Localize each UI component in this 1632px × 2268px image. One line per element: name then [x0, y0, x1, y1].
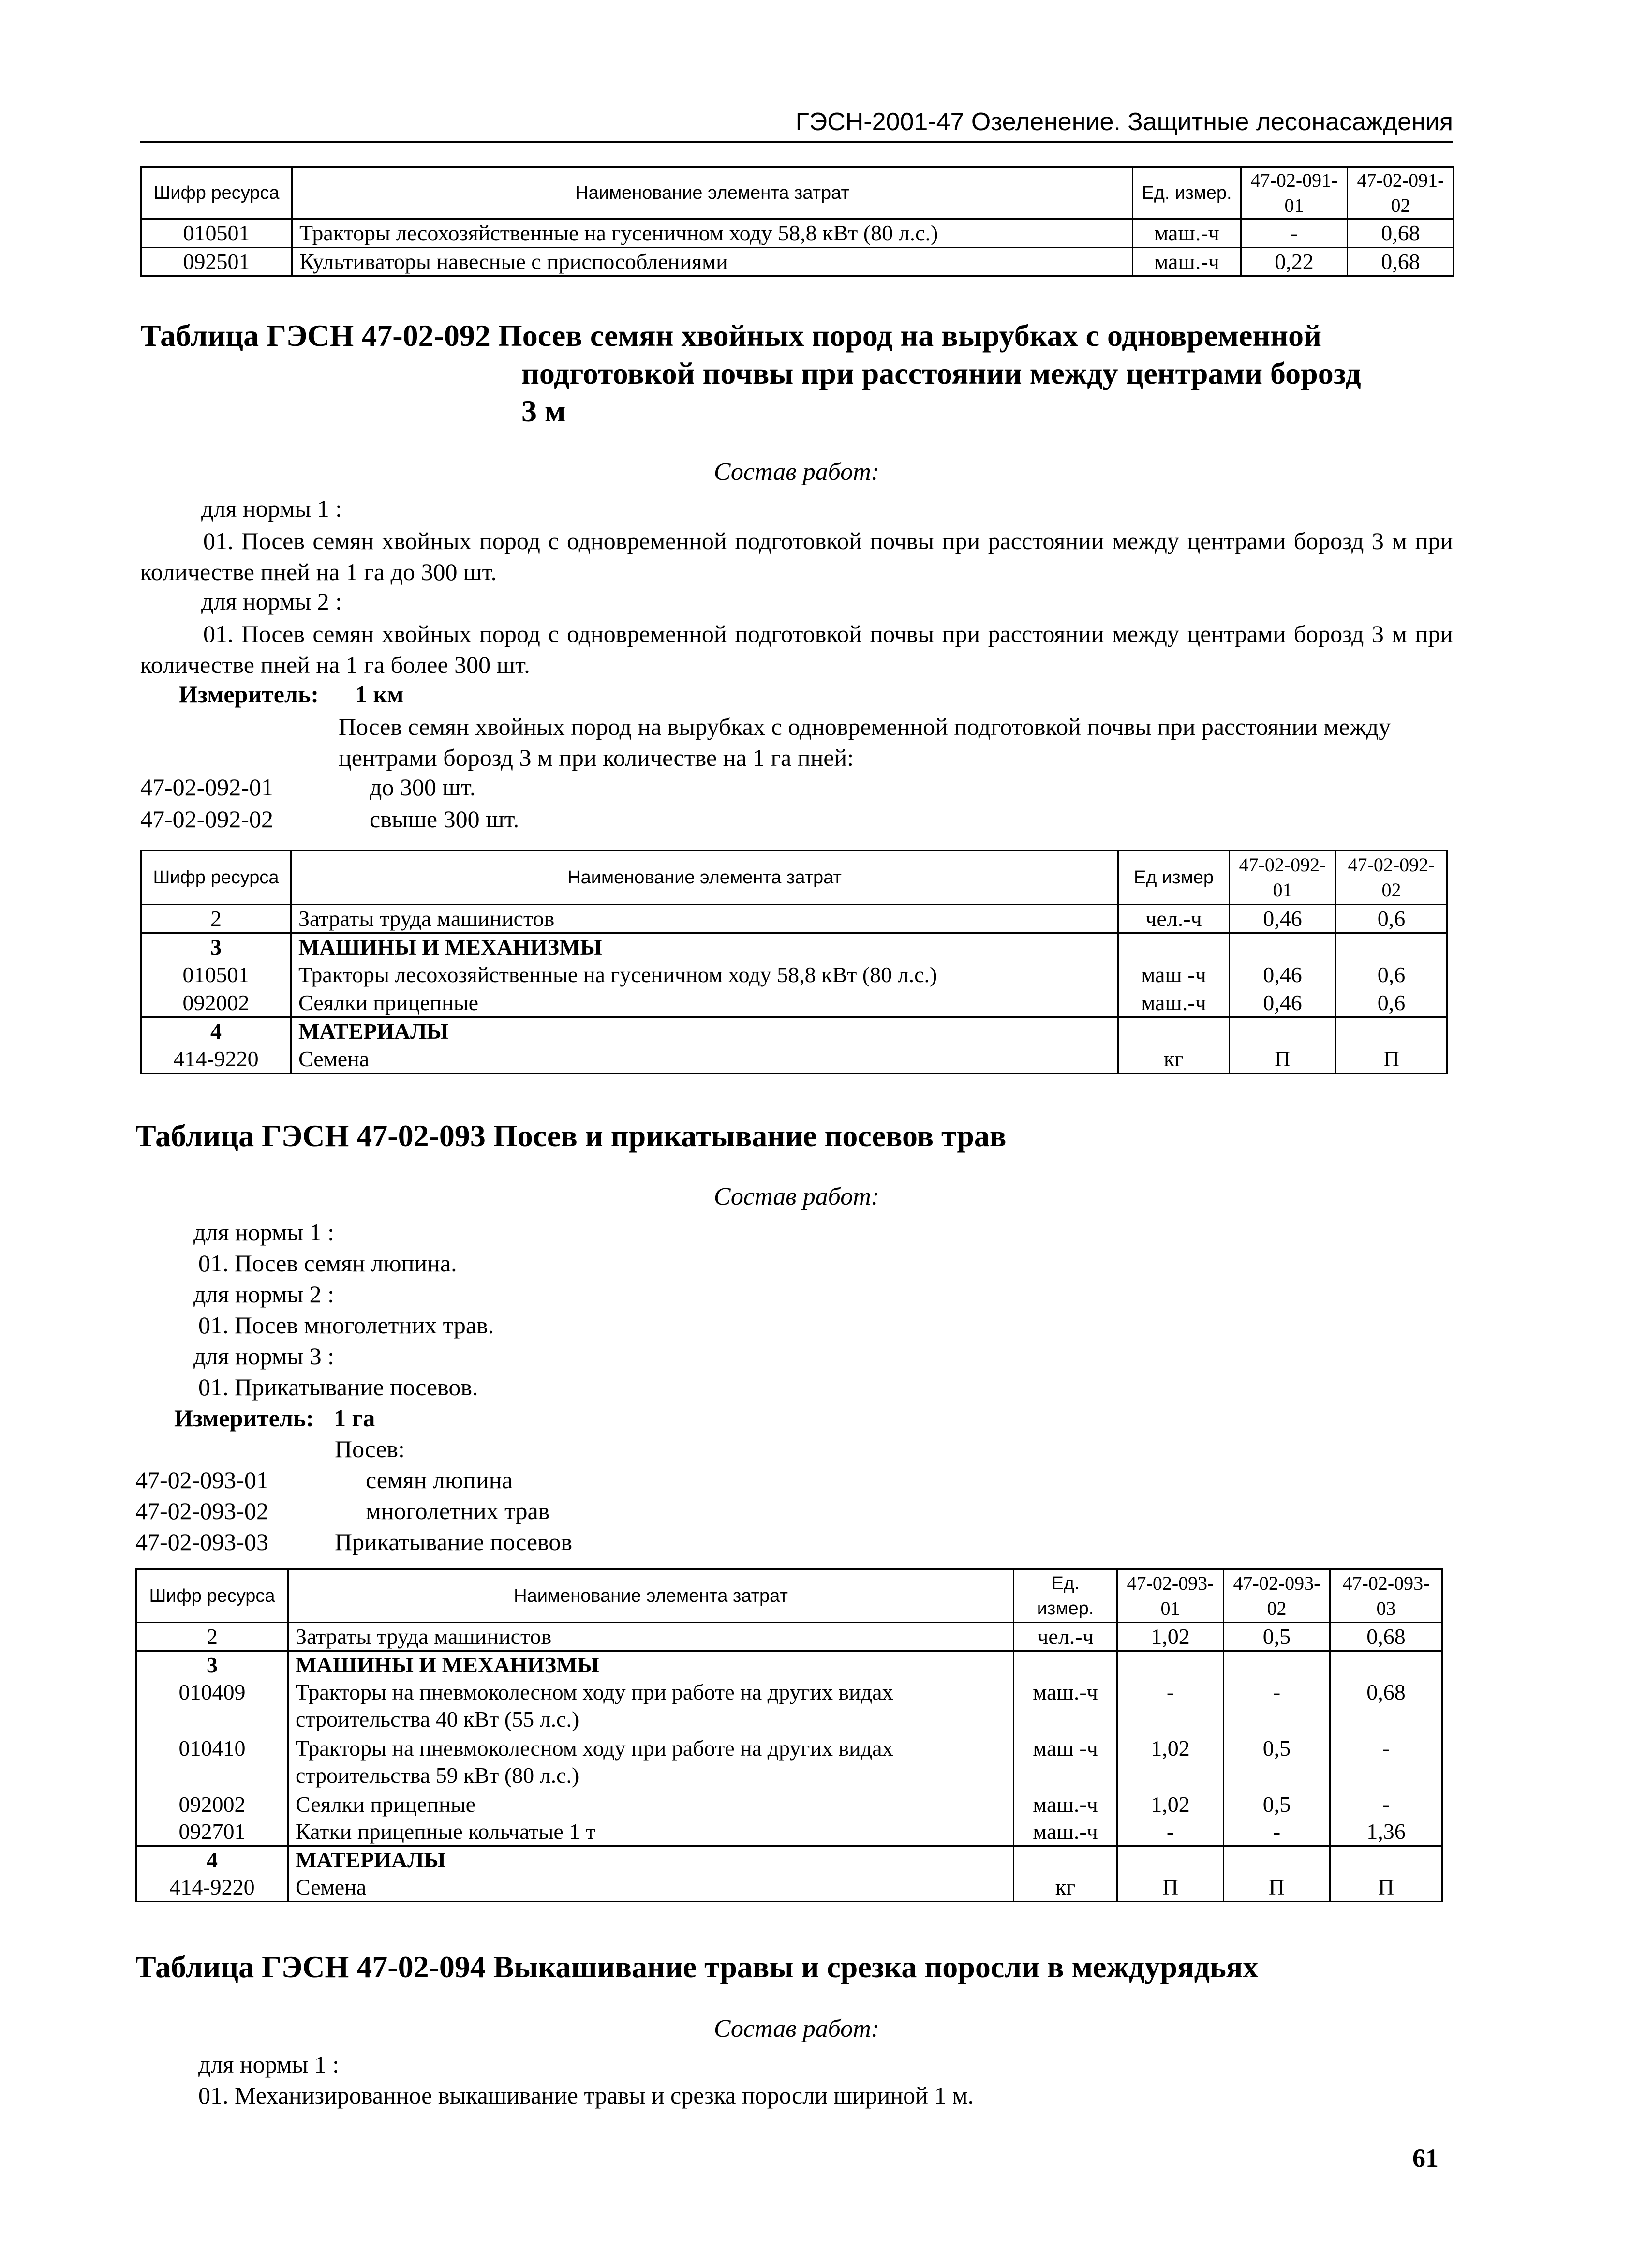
resource-unit: маш.-ч — [1014, 1679, 1117, 1735]
value-col2 — [1336, 1017, 1447, 1045]
value-col3: 1,36 — [1330, 1818, 1442, 1846]
value-col1: 0,46 — [1230, 961, 1336, 989]
table-header-col1: 47-02-092-01 — [1230, 850, 1336, 905]
table-row — [136, 1623, 1442, 1651]
running-header: ГЭСН-2001-47 Озеленение. Защитные лесонасаждения — [795, 108, 1453, 136]
table-header-name: Наименование элемента затрат — [288, 1569, 1014, 1623]
value-col1: 0,46 — [1230, 989, 1336, 1017]
value-col2: 0,5 — [1224, 1623, 1330, 1651]
value-col1 — [1117, 1651, 1224, 1679]
resource-name: Сеялки прицепные — [288, 1791, 1014, 1818]
value-col3: 0,68 — [1330, 1623, 1442, 1651]
resource-code: 092002 — [136, 1791, 288, 1818]
norm-label: для нормы 1 : — [201, 495, 342, 522]
resource-code: 4 — [136, 1846, 288, 1874]
resource-name: МАТЕРИАЛЫ — [291, 1017, 1118, 1045]
value-col2 — [1336, 933, 1447, 961]
table-header-col2: 47-02-093-02 — [1224, 1569, 1330, 1623]
resource-name: МАШИНЫ И МЕХАНИЗМЫ — [291, 933, 1118, 961]
composition-heading: Состав работ: — [713, 1183, 880, 1210]
resource-unit: маш.-ч — [1133, 219, 1241, 248]
norm-label: для нормы 2 : — [193, 1281, 335, 1308]
value-col3 — [1330, 1846, 1442, 1874]
resource-name: Сеялки прицепные — [291, 989, 1118, 1017]
resource-unit — [1014, 1651, 1117, 1679]
table-row — [141, 248, 1454, 276]
resource-unit: чел.-ч — [1014, 1623, 1117, 1651]
norm-code-text: до 300 шт. — [370, 774, 476, 801]
table-row — [136, 1818, 1442, 1846]
meter-label: Измеритель: — [174, 1404, 314, 1432]
resource-code: 010409 — [136, 1679, 288, 1735]
resource-name: МАШИНЫ И МЕХАНИЗМЫ — [288, 1651, 1014, 1679]
value-col2: 0,6 — [1336, 905, 1447, 933]
resource-unit: кг — [1118, 1045, 1230, 1074]
value-col2: 0,6 — [1336, 989, 1447, 1017]
value-col1: 1,02 — [1117, 1791, 1224, 1818]
table-row — [136, 1791, 1442, 1818]
value-col1: - — [1241, 219, 1348, 248]
resource-unit: кг — [1014, 1874, 1117, 1902]
resource-unit: чел.-ч — [1118, 905, 1230, 933]
norm-text: 01. Посев семян люпина. — [198, 1250, 457, 1277]
table-header-name: Наименование элемента затрат — [292, 167, 1133, 219]
value-col2: П — [1224, 1874, 1330, 1902]
table-header-unit: Ед. измер. — [1133, 167, 1241, 219]
value-col2: 0,68 — [1348, 219, 1454, 248]
value-col1: - — [1117, 1679, 1224, 1735]
value-col3: П — [1330, 1874, 1442, 1902]
norm-label: для нормы 1 : — [193, 1219, 335, 1246]
table-row — [136, 1735, 1442, 1791]
value-col1 — [1117, 1846, 1224, 1874]
meter-label: Измеритель: — [179, 681, 319, 708]
resource-name: Катки прицепные кольчатые 1 т — [288, 1818, 1014, 1846]
resource-code: 010501 — [141, 961, 291, 989]
norm-label: для нормы 1 : — [198, 2051, 340, 2078]
resource-unit: маш.-ч — [1014, 1818, 1117, 1846]
table-091 — [140, 166, 1454, 277]
section-title-092-line1: Таблица ГЭСН 47-02-092 Посев семян хвойных пород на вырубках с одновременной — [140, 318, 1321, 353]
norm-code-text: семян люпина — [366, 1466, 513, 1493]
value-col2 — [1224, 1651, 1330, 1679]
page-number: 61 — [1412, 2144, 1439, 2173]
norm-label: для нормы 2 : — [201, 588, 342, 615]
norm-text: 01. Механизированное выкашивание травы и срезка поросли шириной 1 м. — [198, 2082, 974, 2109]
resource-code: 010410 — [136, 1735, 288, 1791]
value-col2: П — [1336, 1045, 1447, 1074]
norm-code: 47-02-093-01 — [135, 1466, 268, 1493]
norm-code-text: Прикатывание посевов — [335, 1528, 572, 1555]
norm-code: 47-02-092-02 — [140, 806, 273, 833]
table-header-col1: 47-02-091-01 — [1241, 167, 1348, 219]
table-header-name: Наименование элемента затрат — [291, 850, 1118, 905]
header-rule — [140, 141, 1453, 143]
norm-code: 47-02-093-02 — [135, 1497, 268, 1524]
table-row — [141, 1017, 1447, 1045]
value-col2: 0,6 — [1336, 961, 1447, 989]
resource-code: 010501 — [141, 219, 292, 248]
value-col3: - — [1330, 1735, 1442, 1791]
value-col1: 1,02 — [1117, 1623, 1224, 1651]
table-header-col2: 47-02-092-02 — [1336, 850, 1447, 905]
norm-code-text: многолетних трав — [366, 1497, 550, 1524]
value-col1: 0,22 — [1241, 248, 1348, 276]
norm-code: 47-02-092-01 — [140, 774, 273, 801]
meter-value: 1 км — [355, 681, 404, 708]
composition-heading: Состав работ: — [713, 2015, 880, 2043]
table-header-col1: 47-02-093-01 — [1117, 1569, 1224, 1623]
norm-text: 01. Посев семян хвойных пород с одновременной подготовкой почвы при расстоянии между центрами борозд 3 м при количестве пней на 1 га до 300 шт. — [140, 527, 1453, 585]
value-col2 — [1224, 1846, 1330, 1874]
resource-unit — [1014, 1846, 1117, 1874]
value-col2: 0,68 — [1348, 248, 1454, 276]
composition-heading: Состав работ: — [713, 458, 880, 486]
table-header-code: Шифр ресурса — [141, 850, 291, 905]
table-header-code: Шифр ресурса — [136, 1569, 288, 1623]
norm-code: 47-02-093-03 — [135, 1528, 268, 1555]
resource-code: 092701 — [136, 1818, 288, 1846]
section-title-093: Таблица ГЭСН 47-02-093 Посев и прикатывание посевов трав — [135, 1119, 1007, 1153]
resource-unit: маш -ч — [1118, 961, 1230, 989]
resource-unit — [1118, 933, 1230, 961]
table-row — [141, 1045, 1447, 1074]
value-col3: 0,68 — [1330, 1679, 1442, 1735]
table-header-unit: Ед измер — [1118, 850, 1230, 905]
resource-code: 2 — [136, 1623, 288, 1651]
resource-code: 4 — [141, 1017, 291, 1045]
resource-name: МАТЕРИАЛЫ — [288, 1846, 1014, 1874]
table-header-code: Шифр ресурса — [141, 167, 292, 219]
resource-unit: маш.-ч — [1014, 1791, 1117, 1818]
value-col1: П — [1230, 1045, 1336, 1074]
table-row — [141, 989, 1447, 1017]
table-row — [136, 1679, 1442, 1735]
value-col2: - — [1224, 1818, 1330, 1846]
section-title-092-line3: 3 м — [521, 394, 566, 428]
table-row — [141, 219, 1454, 248]
norm-code-text: свыше 300 шт. — [370, 806, 519, 833]
resource-name: Семена — [288, 1874, 1014, 1902]
resource-name: Затраты труда машинистов — [288, 1623, 1014, 1651]
resource-name: Семена — [291, 1045, 1118, 1074]
value-col2: 0,5 — [1224, 1791, 1330, 1818]
norm-label: для нормы 3 : — [193, 1343, 335, 1370]
table-header-col3: 47-02-093-03 — [1330, 1569, 1442, 1623]
norm-text: 01. Прикатывание посевов. — [198, 1373, 478, 1401]
table-row — [141, 905, 1447, 933]
value-col2: 0,5 — [1224, 1735, 1330, 1791]
table-row — [136, 1846, 1442, 1874]
table-row — [136, 1651, 1442, 1679]
resource-name: Тракторы на пневмоколесном ходу при работе на других видах строительства 40 кВт (55 л.с.) — [288, 1679, 1014, 1735]
value-col1: 1,02 — [1117, 1735, 1224, 1791]
resource-unit — [1118, 1017, 1230, 1045]
value-col1: - — [1117, 1818, 1224, 1846]
table-header-unit: Ед. измер. — [1014, 1569, 1117, 1623]
meter-value: 1 га — [334, 1404, 375, 1432]
norm-text: 01. Посев многолетних трав. — [198, 1312, 494, 1339]
resource-name: Тракторы лесохозяйственные на гусеничном ходу 58,8 кВт (80 л.с.) — [291, 961, 1118, 989]
table-row — [136, 1874, 1442, 1902]
meter-description: Посев: — [335, 1435, 405, 1462]
value-col1: П — [1117, 1874, 1224, 1902]
resource-code: 3 — [141, 933, 291, 961]
table-row — [141, 933, 1447, 961]
table-row — [141, 961, 1447, 989]
section-title-092-line2: подготовкой почвы при расстоянии между центрами борозд — [521, 356, 1361, 390]
resource-name: Тракторы на пневмоколесном ходу при работе на других видах строительства 59 кВт (80 л.с.) — [288, 1735, 1014, 1791]
resource-code: 092501 — [141, 248, 292, 276]
norm-text: 01. Посев семян хвойных пород с одновременной подготовкой почвы при расстоянии между центрами борозд 3 м при количестве пней на 1 га более 300 шт. — [140, 620, 1453, 678]
value-col1: 0,46 — [1230, 905, 1336, 933]
resource-unit: маш.-ч — [1118, 989, 1230, 1017]
resource-code: 092002 — [141, 989, 291, 1017]
value-col1 — [1230, 1017, 1336, 1045]
resource-name: Тракторы лесохозяйственные на гусеничном ходу 58,8 кВт (80 л.с.) — [292, 219, 1133, 248]
table-header-col2: 47-02-091-02 — [1348, 167, 1454, 219]
resource-code: 414-9220 — [141, 1045, 291, 1074]
resource-unit: маш -ч — [1014, 1735, 1117, 1791]
value-col3 — [1330, 1651, 1442, 1679]
resource-code: 414-9220 — [136, 1874, 288, 1902]
resource-code: 3 — [136, 1651, 288, 1679]
meter-description: Посев семян хвойных пород на вырубках с одновременной подготовкой почвы при расстоянии между центрами борозд 3 м при количестве на 1 га пней: — [339, 713, 1391, 771]
resource-code: 2 — [141, 905, 291, 933]
table-092 — [140, 850, 1448, 1074]
table-093 — [135, 1568, 1443, 1902]
resource-name: Культиваторы навесные с приспособлениями — [292, 248, 1133, 276]
resource-name: Затраты труда машинистов — [291, 905, 1118, 933]
value-col3: - — [1330, 1791, 1442, 1818]
value-col1 — [1230, 933, 1336, 961]
resource-unit: маш.-ч — [1133, 248, 1241, 276]
value-col2: - — [1224, 1679, 1330, 1735]
section-title-094: Таблица ГЭСН 47-02-094 Выкашивание травы и срезка поросли в междурядьях — [135, 1950, 1259, 1984]
